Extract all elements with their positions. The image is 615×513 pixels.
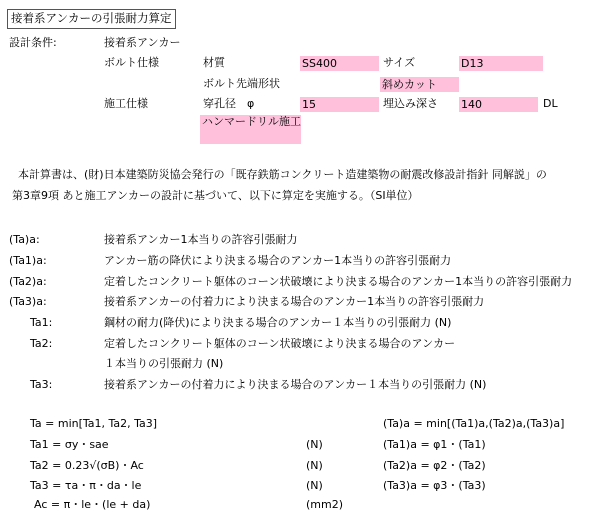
formula-ta1-unit: (N): [306, 438, 323, 451]
tip-shape-cell[interactable]: 斜めカット: [380, 77, 459, 92]
def-desc-ta1: 鋼材の耐力(降伏)により決まる場合のアンカー１本当りの引張耐力 (N): [104, 316, 452, 329]
def-desc-ta3: 接着系アンカーの付着力により決まる場合のアンカー１本当りの引張耐力 (N): [104, 378, 487, 391]
def-symbol-ta1-a: (Ta1)a:: [9, 254, 47, 267]
def-symbol-ta1: Ta1:: [30, 316, 53, 329]
def-symbol-ta2: Ta2:: [30, 337, 53, 350]
embed-depth-label: 埋込み深さ: [383, 97, 438, 110]
def-desc-ta3-a: 接着系アンカーの付着力により決まる場合のアンカー1本当りの許容引張耐力: [104, 295, 485, 308]
formula-ta3-unit: (N): [306, 479, 323, 492]
def-symbol-ta3: Ta3:: [30, 378, 53, 391]
def-desc-ta2-a: 定着したコンクリート躯体のコーン状破壊により決まる場合のアンカー1本当りの許容引張耐力: [104, 275, 573, 288]
size-cell[interactable]: D13: [459, 56, 543, 71]
intro-line-2: 第3章9項 あと施工アンカーの設計に基づいて、以下に算定を実施する。（SI単位）: [12, 189, 419, 202]
embed-depth-unit: DL: [543, 97, 558, 110]
formula-ta1-a: (Ta1)a = φ1・(Ta1): [383, 438, 486, 451]
formula-ta2: Ta2 = 0.23√(σB)・Ac: [30, 459, 144, 472]
def-symbol-ta2-a: (Ta2)a:: [9, 275, 47, 288]
design-conditions-value: 接着系アンカー: [104, 36, 181, 49]
size-label: サイズ: [383, 56, 416, 69]
hole-diameter-cell[interactable]: 15: [300, 97, 379, 112]
formula-ta3: Ta3 = τa・π・da・le: [30, 479, 142, 492]
formula-ta3-a: (Ta3)a = φ3・(Ta3): [383, 479, 486, 492]
page-title: 接着系アンカーの引張耐力算定: [7, 9, 176, 29]
def-desc-ta2: 定着したコンクリート躯体のコーン状破壊により決まる場合のアンカー: [104, 337, 456, 350]
def-desc-ta2-cont: １本当りの引張耐力 (N): [104, 357, 224, 370]
construction-spec-label: 施工仕様: [104, 97, 148, 110]
def-symbol-ta3-a: (Ta3)a:: [9, 295, 47, 308]
material-label: 材質: [203, 56, 225, 69]
formula-ta: Ta = min[Ta1, Ta2, Ta3]: [30, 417, 158, 430]
def-desc-ta1-a: アンカー筋の降伏により決まる場合のアンカー1本当りの許容引張耐力: [104, 254, 452, 267]
tip-shape-label: ボルト先端形状: [203, 77, 280, 90]
formula-ta1: Ta1 = σy・sae: [30, 438, 109, 451]
formula-ac: Ac = π・le・(le + da): [34, 498, 151, 511]
bolt-spec-label: ボルト仕様: [104, 56, 159, 69]
formula-ta2-a: (Ta2)a = φ2・(Ta2): [383, 459, 486, 472]
formula-ac-unit: (mm2): [306, 498, 344, 511]
material-cell[interactable]: SS400: [300, 56, 379, 71]
formula-ta2-unit: (N): [306, 459, 323, 472]
def-symbol-ta-a: (Ta)a:: [9, 233, 40, 246]
embed-depth-cell[interactable]: 140: [459, 97, 538, 112]
def-desc-ta-a: 接着系アンカー1本当りの許容引張耐力: [104, 233, 298, 246]
construction-method-cell[interactable]: ハンマードリル施工: [200, 115, 301, 144]
hole-diameter-label: 穿孔径 φ: [203, 97, 255, 110]
intro-line-1: 本計算書は、(財)日本建築防災協会発行の「既存鉄筋コンクリート造建築物の耐震改修設計指針 同解説」の: [18, 168, 547, 181]
formula-ta-a: (Ta)a = min[(Ta1)a,(Ta2)a,(Ta3)a]: [383, 417, 565, 430]
design-conditions-label: 設計条件:: [9, 36, 57, 49]
